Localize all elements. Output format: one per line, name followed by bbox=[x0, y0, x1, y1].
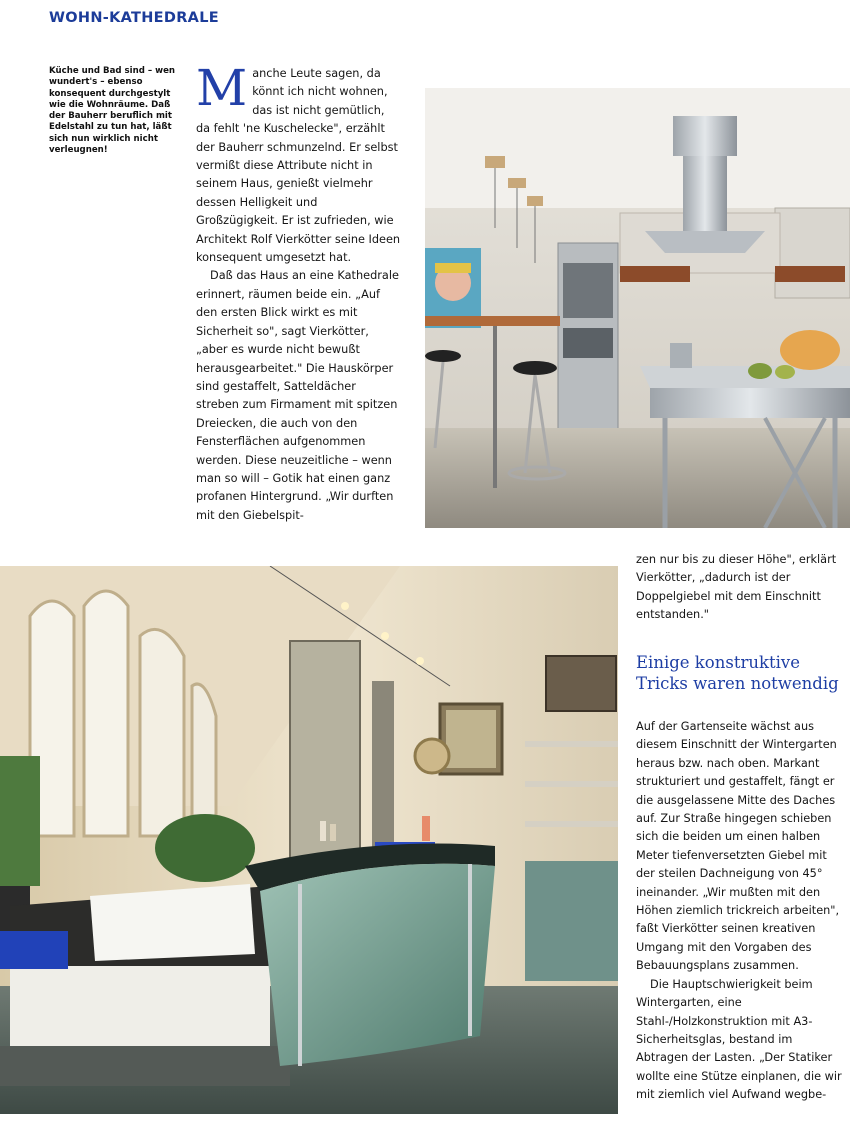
article-column-3 bbox=[636, 718, 848, 1105]
subheading: Einige konstruktive Tricks waren notwendig bbox=[636, 653, 839, 693]
section-title: WOHN-KATHEDRALE bbox=[49, 10, 219, 26]
kitchen-photo bbox=[425, 88, 850, 528]
article-column-1 bbox=[196, 59, 402, 525]
bathroom-photo bbox=[0, 566, 618, 1114]
photo-caption: Küche und Bad sind – wen wundert's – ebenso konsequent durchgestylt wie die Wohnräume. Daß der Bauherr beruflich mit Edelstahl zu tun hat, läßt sich nun wirklich nicht verleugnen! bbox=[49, 66, 176, 156]
dropcap: M bbox=[196, 59, 248, 117]
article-column-2: zen nur bis zu dieser Höhe", erklärt Vierkötter, „dadurch ist der Doppelgiebel mit dem Einschnitt entstanden." bbox=[636, 553, 837, 622]
paragraph-2: Daß das Haus an eine Kathedrale erinnert, räumen beide ein. „Auf den ersten Blick wirkt es mit Sicherheit so", sagt Vierkötter, „aber es wurde nicht bewußt herausgearbeitet." Die Hauskörper sind gestaffelt, Satteldächer streben zum Firmament mit spitzen Dreiecken, die auch von den Fensterflächen aufgenommen werden. Diese neuzeitliche – wenn man so will – Gotik hat einen ganz profanen Hintergrund. „Wir durften mit den Giebelspit- bbox=[196, 269, 399, 522]
paragraph-1: anche Leute sagen, da könnt ich nicht wohnen, das ist nicht gemütlich, da fehlt 'ne Kuschelecke", erzählt der Bauherr schmunzelnd. Er selbst vermißt diese Attribute nicht in seinem Haus, genießt vielmehr dessen Helligkeit und Großzügigkeit. Er ist zufrieden, wie Architekt Rolf Vierkötter seine Ideen konsequent umgesetzt hat. bbox=[196, 67, 401, 265]
paragraph-3: Auf der Gartenseite wächst aus diesem Einschnitt der Wintergarten heraus bzw. nach oben. Markant strukturiert und gestaffelt, fängt er die ausgelassene Mitte des Daches auf. Zur Straße hingegen schieben sich die beiden um einen halben Meter tiefenversetzten Giebel mit der steilen Dachneigung von 45° ineinander. „Wir mußten mit den Höhen ziemlich trickreich arbeiten", faßt Vierkötter seinen kreativen Umgang mit den Vorgaben des Bebauungsplans zusammen. bbox=[636, 720, 840, 973]
paragraph-4: Die Hauptschwierigkeit beim Wintergarten, eine Stahl-/Holzkonstruktion mit A3-Sicherheitsglas, bestand im Abtragen der Lasten. „Der Statiker wollte eine Stütze einplanen, die wir mit ziemlich viel Aufwand wegbe- bbox=[636, 977, 842, 1102]
